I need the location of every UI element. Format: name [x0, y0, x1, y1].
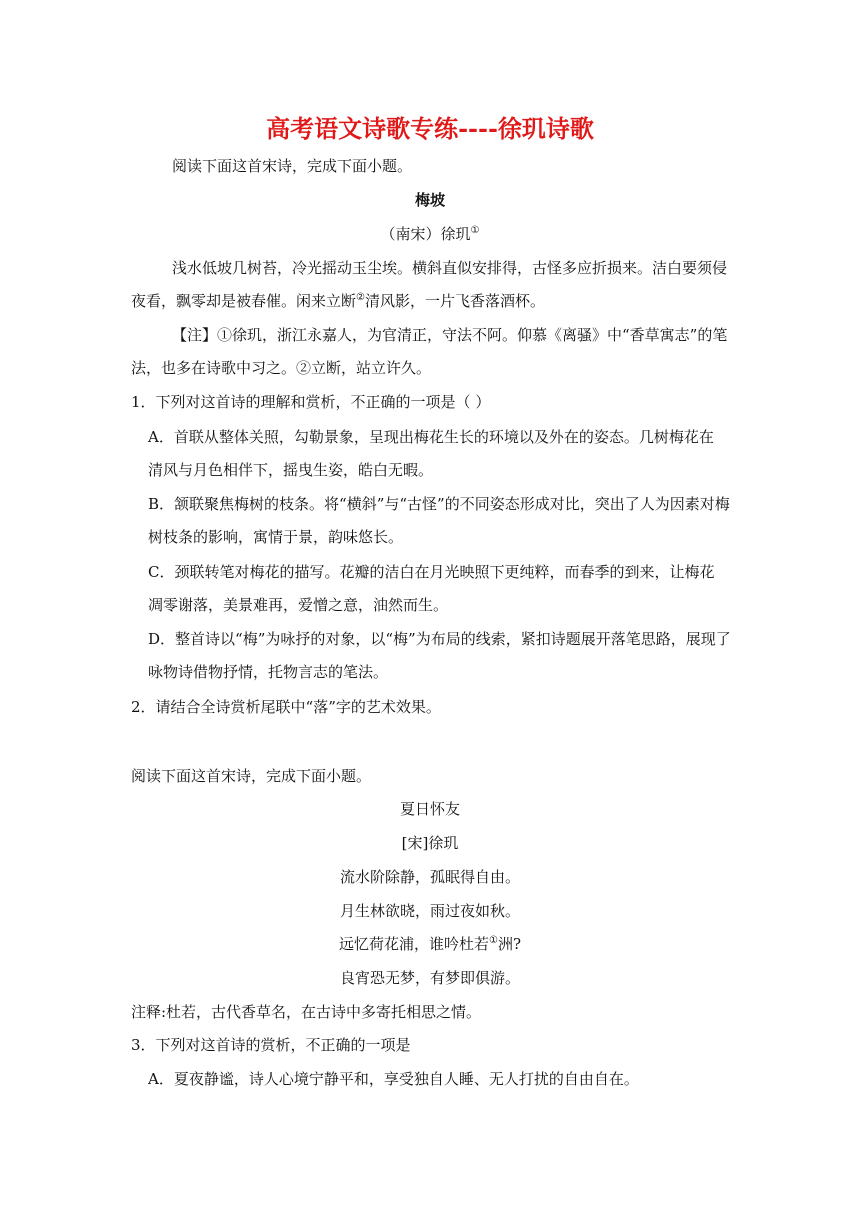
poem1-line-2: 夜看，飘零却是被春催。闲来立断②清风影，一片飞香落酒杯。	[131, 292, 545, 310]
poem1-note-1: 【注】①徐玑，浙江永嘉人，为官清正，守法不阿。仰慕《离骚》中“香草寓志”的笔	[172, 326, 728, 344]
section2-instruction: 阅读下面这首宋诗，完成下面小题。	[131, 767, 372, 785]
q1-option-d-line2: 咏物诗借物抒情，托物言志的笔法。	[148, 663, 389, 681]
poem1-title: 梅坡	[414, 191, 445, 209]
poem2-line-2: 月生林欲晓，雨过夜如秋。	[339, 902, 520, 920]
poem1-author: （南宋）徐玑①	[380, 225, 480, 243]
poem1-note-2: 法，也多在诗歌中习之。②立断，站立许久。	[131, 359, 432, 377]
poem2-line-1: 流水阶除静，孤眠得自由。	[339, 868, 520, 886]
q3-option-a: A．夏夜静谧，诗人心境宁静平和，享受独自人睡、无人打扰的自由自在。	[148, 1070, 639, 1088]
section1-instruction: 阅读下面这首宋诗，完成下面小题。	[172, 157, 413, 175]
q1-option-b-line2: 树枝条的影响，寓情于景，韵味悠长。	[148, 528, 404, 546]
poem2-title: 夏日怀友	[399, 800, 460, 818]
poem2-author: [宋]徐玑	[401, 834, 459, 852]
poem2-line-4: 良宵恐无梦，有梦即俱游。	[339, 969, 520, 987]
question-1-stem: 1．下列对这首诗的理解和赏析，不正确的一项是（ ）	[131, 393, 491, 411]
question-2-stem: 2．请结合全诗赏析尾联中“落”字的艺术效果。	[131, 698, 441, 716]
question-3-stem: 3．下列对这首诗的赏析，不正确的一项是	[131, 1036, 411, 1054]
q1-option-a-line1: A．首联从整体关照，勾勒景象，呈现出梅花生长的环境以及外在的姿态。几树梅花在	[148, 428, 714, 446]
q1-option-c-line1: C．颈联转笔对梅花的描写。花瓣的洁白在月光映照下更纯粹，而春季的到来，让梅花	[148, 563, 715, 581]
q1-option-d-line1: D．整首诗以“梅”为咏抒的对象，以“梅”为布局的线索，紧扣诗题展开落笔思路，展现了	[148, 630, 731, 648]
page-title: 高考语文诗歌专练----徐玑诗歌	[266, 114, 594, 143]
poem2-line-3: 远忆荷花浦，谁吟杜若①洲?	[338, 935, 522, 953]
q1-option-a-line2: 清风与月色相伴下，摇曳生姿，皓白无暇。	[148, 461, 434, 479]
poem1-line-1: 浅水低坡几树苔，冷光摇动玉尘埃。横斜直似安排得，古怪多应折损来。洁白要须侵	[172, 259, 728, 277]
q1-option-b-line1: B．颔联聚焦梅树的枝条。将“横斜”与“古怪”的不同姿态形成对比，突出了人为因素对梅	[148, 495, 730, 513]
q1-option-c-line2: 凋零谢落，美景难再，爱憎之意，油然而生。	[148, 596, 449, 614]
poem2-note: 注释:杜若，古代香草名，在古诗中多寄托相思之情。	[131, 1003, 482, 1021]
